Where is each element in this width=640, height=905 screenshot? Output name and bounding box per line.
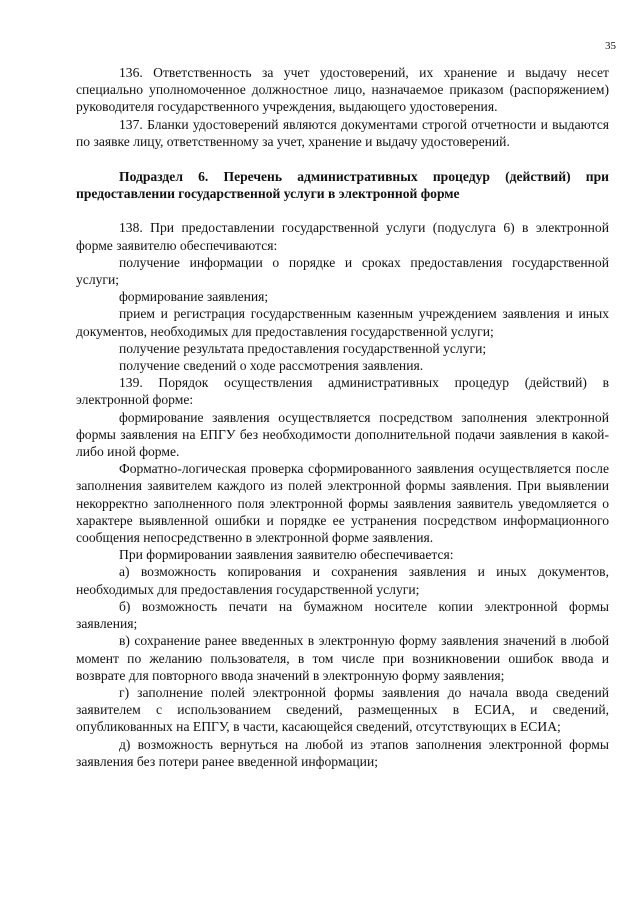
list-item: д) возможность вернуться на любой из этапов заполнения электронной формы заявления без потери ранее введенной информации; [76, 736, 609, 769]
list-item: получение результата предоставления государственной услуги; [119, 340, 487, 356]
page-content [76, 64, 609, 770]
list-item: в) сохранение ранее введенных в электронную форму заявления значений в любой момент по желанию пользователя, в том числе при возникновении ошибок ввода и возврате для повторного ввода значений в электронную форму заявления; [76, 633, 609, 683]
list-item: г) заполнение полей электронной формы заявления до начала ввода сведений заявителем с использованием сведений, размещенных в ЕСИА, и сведений, опубликованных на ЕПГУ, в части, касающейся сведений, отсутствующих в ЕСИА; [76, 684, 609, 735]
paragraph-137: 137. Бланки удостоверений являются документами строгой отчетности и выдаются по заявке лицу, ответственному за учет, хранение и выдачу удостоверений. [76, 116, 609, 149]
page-number: 35 [605, 40, 616, 52]
paragraph-136: 136. Ответственность за учет удостоверений, их хранение и выдачу несет специально уполномоченное должностное лицо, назначаемое приказом (распоряжением) руководителя государственного учреждения, выдающего удостоверения. [76, 65, 609, 115]
list-item: получение сведений о ходе рассмотрения заявления. [119, 358, 424, 374]
section-body [76, 219, 609, 770]
paragraph: Форматно-логическая проверка сформированного заявления осуществляется после заполнения заявителем каждого из полей электронной формы заявления. При выявлении некорректно заполненного поля электронной формы заявления заявитель уведомляется о характере выявленной ошибки и порядке ее устранения посредством информационного сообщения непосредственно в электронной форме заявления. [76, 461, 609, 546]
list-item: а) возможность копирования и сохранения заявления и иных документов, необходимых для предоставления государственной услуги; [76, 564, 609, 597]
list-item: б) возможность печати на бумажном носителе копии электронной формы заявления; [76, 598, 609, 632]
list-item: формирование заявления; [119, 289, 269, 305]
list-item: прием и регистрация государственным казенным учреждением заявления и иных документов, необходимых для предоставления государственной услуги; [76, 306, 609, 339]
list-item: получение информации о порядке и сроках предоставления государственной услуги; [76, 254, 609, 288]
paragraph-139: 139. Порядок осуществления административных процедур (действий) в электронной форме: [76, 375, 609, 408]
paragraph-138: 138. При предоставлении государственной услуги (подуслуга 6) в электронной форме заявителю обеспечиваются: [76, 220, 609, 253]
list-item: формирование заявления осуществляется посредством заполнения электронной формы заявления на ЕПГУ без необходимости дополнительной подачи заявления в какой-либо иной форме. [76, 409, 609, 460]
section-heading: Подраздел 6. Перечень административных процедур (действий) при предоставлении государственной услуги в электронной форме [76, 169, 609, 202]
paragraph: При формировании заявления заявителю обеспечивается: [119, 547, 454, 563]
